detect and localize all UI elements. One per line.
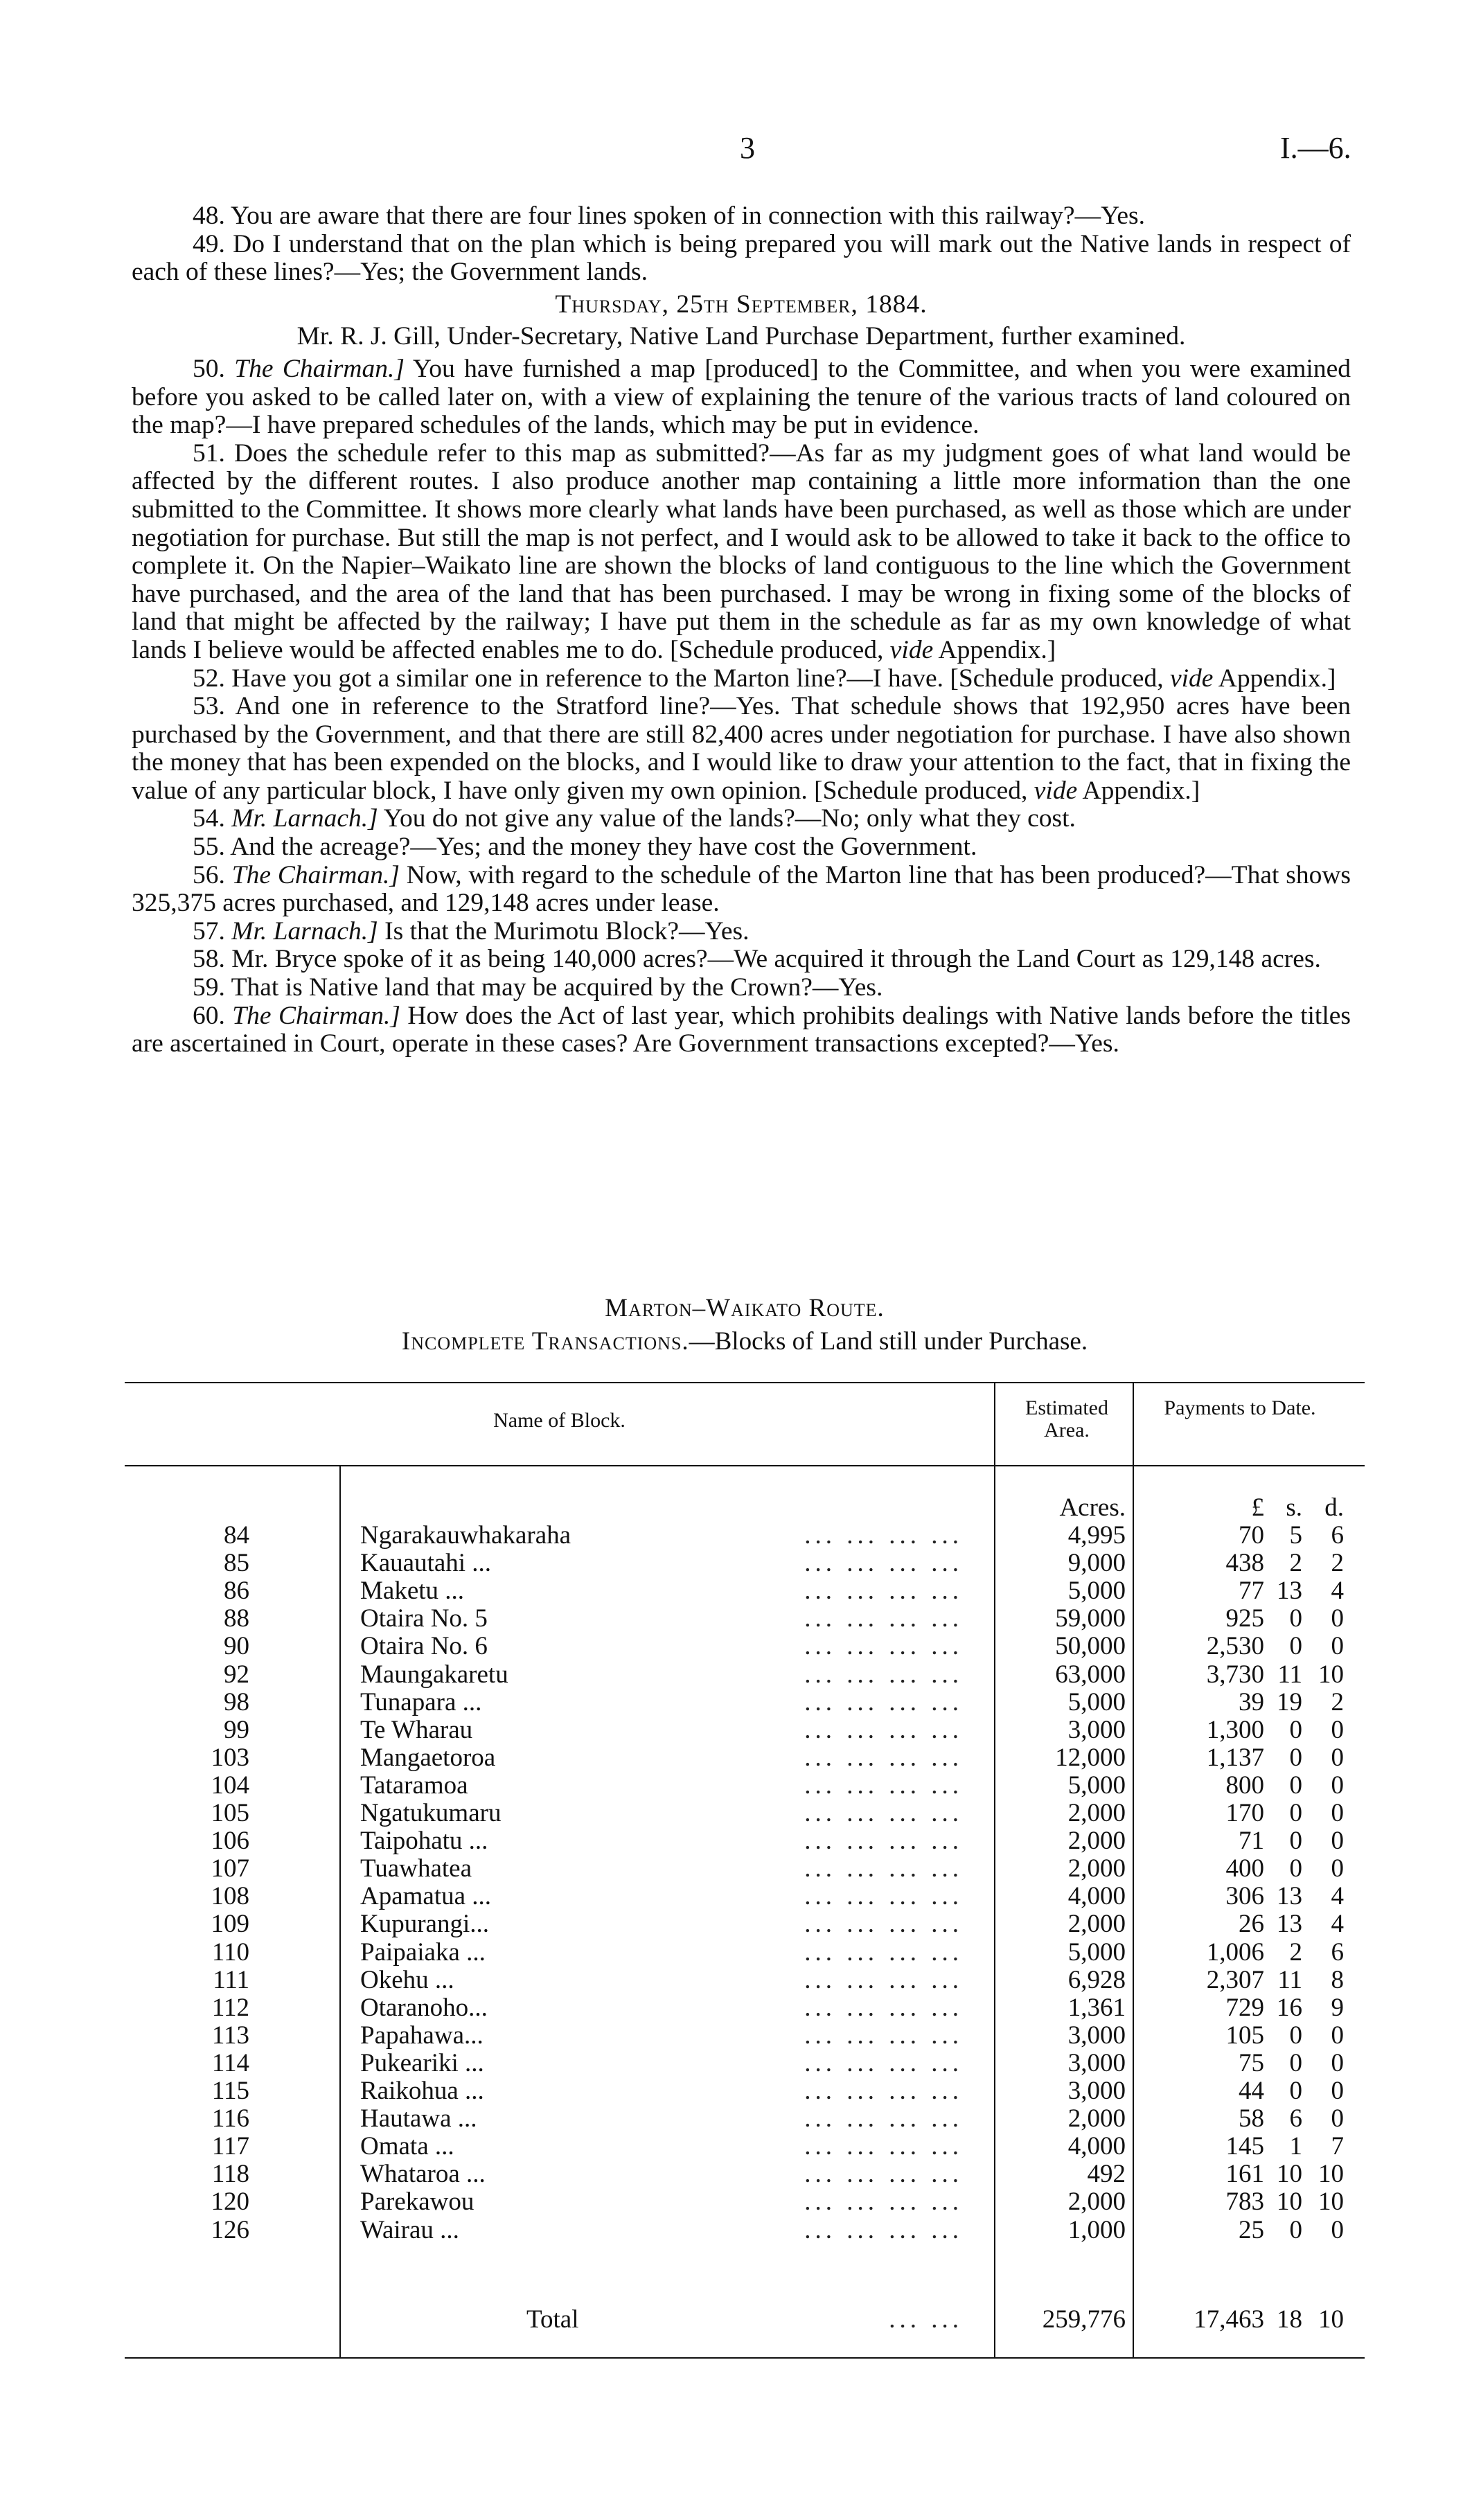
payment-pence: 8: [1331, 1965, 1344, 1994]
dot-leader: ... ... ... ...: [804, 1771, 963, 1800]
payment-pence: 4: [1331, 1910, 1344, 1939]
payment-pounds: 39: [1239, 1687, 1264, 1716]
header-payments: Payments to Date.: [1164, 1396, 1316, 1419]
payment-pence: 0: [1331, 1743, 1344, 1772]
dot-leader: ... ... ... ...: [804, 1549, 963, 1578]
speaker: The Chairman.]: [234, 354, 405, 383]
dot-leader: ... ... ... ...: [804, 1965, 963, 1994]
question-number: 59.: [193, 973, 225, 1002]
evidence-tail: Appendix.]: [1213, 664, 1336, 693]
dot-leader: ... ... ... ...: [804, 1604, 963, 1633]
estimated-area: 5,000: [1067, 1937, 1126, 1967]
table-row: [125, 1993, 1365, 2021]
payment-pence: 4: [1331, 1577, 1344, 1606]
evidence-italic: vide: [889, 635, 934, 664]
payment-pence: 7: [1331, 2132, 1344, 2161]
block-number: 84: [224, 1521, 249, 1550]
payment-shillings: 0: [1289, 1632, 1302, 1661]
table-row: [125, 1771, 1365, 1798]
payment-shillings: 0: [1289, 2215, 1302, 2244]
payment-shillings: 0: [1289, 1854, 1302, 1883]
table-row: [125, 1660, 1365, 1687]
dot-leader: ... ... ... ...: [804, 1937, 963, 1967]
block-number: 118: [211, 2160, 249, 2189]
unit-acres: Acres.: [1059, 1493, 1126, 1522]
block-name: Parekawou: [360, 2188, 475, 2217]
unit-pounds: £: [1251, 1493, 1264, 1522]
question-number: 54.: [193, 804, 225, 833]
block-name: Whataroa ...: [360, 2160, 486, 2189]
evidence-list: [132, 355, 1351, 1058]
block-name: Otaira No. 6: [360, 1632, 488, 1661]
question-number: 57.: [193, 916, 225, 946]
block-name: Apamatua ...: [360, 1882, 492, 1911]
payment-pounds: 1,006: [1206, 1937, 1264, 1967]
block-number: 92: [224, 1660, 249, 1689]
dot-leader: ... ... ... ...: [804, 1799, 963, 1827]
payment-shillings: 19: [1277, 1687, 1302, 1716]
payment-pence: 4: [1331, 1882, 1344, 1911]
payment-shillings: 0: [1289, 1743, 1302, 1772]
table-row: [125, 2215, 1365, 2243]
payment-pounds: 306: [1225, 1882, 1264, 1911]
block-number: 120: [211, 2188, 249, 2217]
block-number: 126: [211, 2215, 249, 2244]
body-text: [132, 202, 1351, 1058]
dot-leader: ... ... ... ...: [804, 2132, 963, 2161]
payment-pence: 0: [1331, 2077, 1344, 2105]
estimated-area: 3,000: [1067, 2048, 1126, 2077]
table-row: [125, 2131, 1365, 2159]
question-number: 55.: [193, 833, 225, 862]
unit-shillings: s.: [1286, 1493, 1302, 1522]
payment-pence: 10: [1318, 2160, 1344, 2189]
dot-leader: ... ... ... ...: [804, 2077, 963, 2105]
total-label: Total: [526, 2305, 579, 2334]
estimated-area: 2,000: [1067, 1854, 1126, 1883]
header-name-of-block: Name of Block.: [493, 1409, 626, 1432]
question-number: 60.: [193, 1001, 225, 1030]
block-number: 107: [211, 1854, 249, 1883]
payment-pounds: 400: [1225, 1854, 1264, 1883]
block-name: Pukeariki ...: [360, 2048, 484, 2077]
evidence-text: Have you got a similar one in reference to the Marton line?—I have. [Schedule produced,: [231, 664, 1170, 693]
evidence-text: And the acreage?—Yes; and the money they have cost the Government.: [230, 833, 977, 862]
estimated-area: 5,000: [1067, 1771, 1126, 1800]
payment-pounds: 71: [1239, 1827, 1264, 1856]
dot-leader: ... ... ... ...: [804, 1827, 963, 1856]
evidence-text: And one in reference to the Stratford line?—Yes. That schedule shows that 192,950 acres have been purchased by the Government, and that there are still 82,400 acres under negotiation for purchase. I have also shown the money that has been expended on the blocks, and I would like to draw your attention to the fact, that in fixing the value of any particular block, I have only given my own opinion. [Schedule produced,: [132, 692, 1351, 805]
evidence-paragraph: [132, 693, 1351, 805]
block-name: Wairau ...: [360, 2215, 459, 2244]
dot-leader: ... ... ... ...: [804, 1632, 963, 1661]
block-name: Paipaiaka ...: [360, 1937, 486, 1967]
question-number: 51.: [193, 438, 225, 468]
block-number: 109: [211, 1910, 249, 1939]
dot-leader: ... ... ... ...: [804, 2021, 963, 2050]
table-row: [125, 1798, 1365, 1826]
evidence-paragraph: [132, 1002, 1351, 1058]
block-number: 112: [211, 1993, 249, 2022]
date-heading: Thursday, 25th September, 1884.: [555, 290, 928, 319]
evidence-text: You have furnished a map [produced] to the Committee, and when you were examined before you asked to be called later on, with a view of explaining the tenure of the various tracts of land coloured on the map?—I have prepared schedules of the lands, which may be put in evidence.: [132, 354, 1351, 440]
block-number: 104: [211, 1771, 249, 1800]
block-name: Te Wharau: [360, 1715, 473, 1744]
block-number: 99: [224, 1715, 249, 1744]
block-name: Papahawa...: [360, 2021, 484, 2050]
payment-pounds: 925: [1225, 1604, 1264, 1633]
header-rule: [125, 1465, 1365, 1466]
payment-shillings: 5: [1289, 1521, 1302, 1550]
evidence-paragraph: [132, 805, 1351, 833]
payment-pounds: 3,730: [1206, 1660, 1264, 1689]
estimated-area: 6,928: [1067, 1965, 1126, 1994]
table-row: [125, 1826, 1365, 1854]
payment-pence: 10: [1318, 1660, 1344, 1689]
block-name: Mangaetoroa: [360, 1743, 496, 1772]
payment-pounds: 1,137: [1206, 1743, 1264, 1772]
payment-pounds: 783: [1225, 2188, 1264, 2217]
evidence-tail: Appendix.]: [933, 635, 1056, 664]
table-row: [125, 1604, 1365, 1631]
document-reference: I.—6.: [1280, 131, 1351, 165]
payment-pounds: 800: [1225, 1771, 1264, 1800]
payment-pounds: 70: [1239, 1521, 1264, 1550]
block-name: Maungakaretu: [360, 1660, 508, 1689]
block-number: 113: [211, 2021, 249, 2050]
block-name: Tuawhatea: [360, 1854, 472, 1883]
payment-pence: 0: [1331, 2048, 1344, 2077]
table-row: [125, 1576, 1365, 1604]
payment-shillings: 13: [1277, 1882, 1302, 1911]
table-row: [125, 1854, 1365, 1881]
payment-shillings: 16: [1277, 1993, 1302, 2022]
payment-pounds: 1,300: [1206, 1715, 1264, 1744]
total-pence: 10: [1318, 2305, 1344, 2334]
payment-pounds: 44: [1239, 2077, 1264, 2105]
table-row: [125, 1631, 1365, 1659]
payment-shillings: 10: [1277, 2188, 1302, 2217]
payment-pounds: 77: [1239, 1577, 1264, 1606]
evidence-paragraph: [132, 974, 1351, 1002]
estimated-area: 9,000: [1067, 1549, 1126, 1578]
payment-shillings: 0: [1289, 2077, 1302, 2105]
block-name: Kupurangi...: [360, 1910, 489, 1939]
total-area: 259,776: [1042, 2305, 1126, 2334]
evidence-tail: Appendix.]: [1077, 776, 1200, 805]
table-row: [125, 1548, 1365, 1576]
payment-pence: 6: [1331, 1937, 1344, 1967]
estimated-area: 1,361: [1067, 1993, 1126, 2022]
dot-leader: ... ... ... ...: [804, 1521, 963, 1550]
table-row: [125, 1715, 1365, 1743]
witness-line: Mr. R. J. Gill, Under-Secretary, Native Land Purchase Department, further examined.: [296, 322, 1186, 351]
block-name: Raikohua ...: [360, 2077, 484, 2105]
payment-pounds: 438: [1225, 1549, 1264, 1578]
payment-pence: 0: [1331, 1771, 1344, 1800]
question-number: 53.: [193, 692, 225, 721]
table-row: [125, 2187, 1365, 2215]
evidence-italic: vide: [1034, 776, 1078, 805]
question-number: 50.: [193, 354, 225, 383]
table-row: [125, 1520, 1365, 1548]
total-shillings: 18: [1277, 2305, 1302, 2334]
payment-pence: 0: [1331, 1632, 1344, 1661]
speaker: The Chairman.]: [231, 860, 400, 889]
payment-shillings: 13: [1277, 1577, 1302, 1606]
evidence-text: Is that the Murimotu Block?—Yes.: [378, 916, 750, 946]
payment-shillings: 2: [1289, 1937, 1302, 1967]
payment-shillings: 0: [1289, 1799, 1302, 1827]
block-name: Okehu ...: [360, 1965, 454, 1994]
table-row: [125, 1937, 1365, 1965]
payment-pounds: 58: [1239, 2104, 1264, 2133]
block-number: 105: [211, 1799, 249, 1827]
estimated-area: 492: [1087, 2160, 1126, 2189]
payment-shillings: 11: [1277, 1660, 1302, 1689]
estimated-area: 4,995: [1067, 1521, 1126, 1550]
estimated-area: 3,000: [1067, 1715, 1126, 1744]
page-number: 3: [740, 131, 755, 165]
payment-pence: 0: [1331, 1715, 1344, 1744]
paragraph-49: 49. Do I understand that on the plan which is being prepared you will mark out the Native lands in respect of each of these lines?—Yes; the Government lands.: [132, 229, 1351, 287]
dot-leader: ... ... ... ...: [804, 1993, 963, 2022]
dot-leader: ... ... ... ...: [804, 1743, 963, 1772]
payment-pounds: 75: [1239, 2048, 1264, 2077]
estimated-area: 12,000: [1055, 1743, 1126, 1772]
total-pounds: 17,463: [1194, 2305, 1264, 2334]
estimated-area: 1,000: [1067, 2215, 1126, 2244]
block-name: Hautawa ...: [360, 2104, 477, 2133]
block-name: Otaranoho...: [360, 1993, 488, 2022]
dot-leader: ... ... ... ...: [804, 1910, 963, 1939]
evidence-text: Mr. Bryce spoke of it as being 140,000 acres?—We acquired it through the Land Court as 129,148 acres.: [231, 945, 1321, 974]
block-number: 103: [211, 1743, 249, 1772]
payment-shillings: 0: [1289, 2048, 1302, 2077]
table-row: [125, 2159, 1365, 2187]
payment-pounds: 170: [1225, 1799, 1264, 1827]
block-number: 116: [211, 2104, 249, 2133]
estimated-area: 59,000: [1055, 1604, 1126, 1633]
payment-shillings: 13: [1277, 1910, 1302, 1939]
payment-pence: 0: [1331, 2021, 1344, 2050]
estimated-area: 4,000: [1067, 2132, 1126, 2161]
payment-shillings: 0: [1289, 1604, 1302, 1633]
paragraph-48: 48. You are aware that there are four lines spoken of in connection with this railway?—Yes.: [193, 202, 1146, 230]
evidence-paragraph: [132, 862, 1351, 918]
dot-leader: ... ... ... ...: [804, 2048, 963, 2077]
evidence-paragraph: [132, 833, 1351, 862]
block-name: Otaira No. 5: [360, 1604, 488, 1633]
block-name: Maketu ...: [360, 1577, 465, 1606]
table-row: [125, 1743, 1365, 1771]
payment-shillings: 1: [1289, 2132, 1302, 2161]
unit-pence: d.: [1324, 1493, 1344, 1522]
table-row: [125, 2021, 1365, 2048]
block-name: Omata ...: [360, 2132, 454, 2161]
dot-leader: ... ... ... ...: [804, 1577, 963, 1606]
dot-leader: ... ... ... ...: [804, 1854, 963, 1883]
table-row: [125, 1881, 1365, 1909]
speaker: Mr. Larnach.]: [231, 916, 378, 946]
block-number: 106: [211, 1827, 249, 1856]
table-row: [125, 1965, 1365, 1993]
payment-pence: 0: [1331, 1827, 1344, 1856]
dot-leader: ... ... ... ...: [804, 2104, 963, 2133]
table-row: [125, 1687, 1365, 1715]
speaker: Mr. Larnach.]: [231, 804, 378, 833]
total-row: [125, 2305, 1365, 2332]
payment-pounds: 161: [1225, 2160, 1264, 2189]
block-name: Taipohatu ...: [360, 1827, 488, 1856]
payment-pence: 9: [1331, 1993, 1344, 2022]
evidence-paragraph: [132, 665, 1351, 693]
payment-pence: 0: [1331, 1799, 1344, 1827]
payment-shillings: 0: [1289, 1715, 1302, 1744]
estimated-area: 2,000: [1067, 2188, 1126, 2217]
block-name: Ngatukumaru: [360, 1799, 502, 1827]
dot-leader: ... ... ... ...: [804, 1715, 963, 1744]
evidence-text: Now, with regard to the schedule of the Marton line that has been produced?—That shows 325,375 acres purchased, and 129,148 acres under lease.: [132, 860, 1351, 918]
payment-pence: 0: [1331, 1604, 1344, 1633]
table-subtitle: Incomplete Transactions.—Blocks of Land still under Purchase.: [401, 1327, 1088, 1356]
dot-leader: ... ... ... ...: [804, 1660, 963, 1689]
payment-pounds: 105: [1225, 2021, 1264, 2050]
evidence-text: You do not give any value of the lands?—No; only what they cost.: [378, 804, 1076, 833]
estimated-area: 2,000: [1067, 1799, 1126, 1827]
question-number: 52.: [193, 664, 225, 693]
evidence-paragraph: [132, 946, 1351, 974]
payment-pence: 10: [1318, 2188, 1344, 2217]
question-number: 58.: [193, 945, 225, 974]
payment-shillings: 0: [1289, 1827, 1302, 1856]
estimated-area: 3,000: [1067, 2077, 1126, 2105]
evidence-text: How does the Act of last year, which prohibits dealings with Native lands before the titles are ascertained in Court, operate in these cases? Are Government transactions excepted?—Yes.: [132, 1001, 1351, 1058]
evidence-italic: vide: [1169, 664, 1214, 693]
total-leader: ... ...: [889, 2305, 963, 2334]
payment-shillings: 2: [1289, 1549, 1302, 1578]
dot-leader: ... ... ... ...: [804, 1687, 963, 1716]
table-top-rule: [125, 1382, 1365, 1383]
payment-pounds: 2,530: [1206, 1632, 1264, 1661]
table-row: [125, 2104, 1365, 2131]
estimated-area: 2,000: [1067, 1910, 1126, 1939]
question-number: 56.: [193, 860, 225, 889]
block-number: 85: [224, 1549, 249, 1578]
block-name: Ngarakauwhakaraha: [360, 1521, 571, 1550]
block-name: Kauautahi ...: [360, 1549, 492, 1578]
payment-shillings: 6: [1289, 2104, 1302, 2133]
payment-pounds: 145: [1225, 2132, 1264, 2161]
block-number: 88: [224, 1604, 249, 1633]
payment-shillings: 11: [1277, 1965, 1302, 1994]
block-number: 110: [211, 1937, 249, 1967]
block-number: 98: [224, 1687, 249, 1716]
block-number: 90: [224, 1632, 249, 1661]
payment-pounds: 729: [1225, 1993, 1264, 2022]
estimated-area: 4,000: [1067, 1882, 1126, 1911]
payment-pence: 0: [1331, 2104, 1344, 2133]
payment-pence: 0: [1331, 2215, 1344, 2244]
evidence-paragraph: [132, 440, 1351, 665]
dot-leader: ... ... ... ...: [804, 2215, 963, 2244]
table-bottom-rule: [125, 2357, 1365, 2359]
payment-pence: 2: [1331, 1549, 1344, 1578]
estimated-area: 63,000: [1055, 1660, 1126, 1689]
dot-leader: ... ... ... ...: [804, 2188, 963, 2217]
estimated-area: 5,000: [1067, 1577, 1126, 1606]
estimated-area: 5,000: [1067, 1687, 1126, 1716]
payment-pounds: 2,307: [1206, 1965, 1264, 1994]
block-number: 117: [211, 2132, 249, 2161]
payment-shillings: 10: [1277, 2160, 1302, 2189]
table-title: Marton–Waikato Route.: [605, 1294, 885, 1322]
block-name: Tunapara ...: [360, 1687, 482, 1716]
payment-pence: 6: [1331, 1521, 1344, 1550]
table-row: [125, 1909, 1365, 1937]
table-row: [125, 2048, 1365, 2076]
payment-pence: 0: [1331, 1854, 1344, 1883]
block-number: 108: [211, 1882, 249, 1911]
dot-leader: ... ... ... ...: [804, 2160, 963, 2189]
evidence-text: Does the schedule refer to this map as submitted?—As far as my judgment goes of what land would be affected by the different routes. I also produce another map containing a little more information than the one submitted to the Committee. It shows more clearly what lands have been purchased, as well as those which are under negotiation for purchase. But still the map is not perfect, and I would ask to be allowed to take it back to the office to complete it. On the Napier–Waikato line are shown the blocks of land contiguous to the line which the Government have purchased, and the area of the land that has been purchased. I may be wrong in fixing some of the blocks of land that might be affected by the railway; I have put them in the schedule as far as my own knowledge of what lands I believe would be affected enables me to do. [Schedule produced,: [132, 438, 1351, 664]
speaker: The Chairman.]: [232, 1001, 401, 1030]
payment-pounds: 26: [1239, 1910, 1264, 1939]
units-row: [125, 1493, 1365, 1520]
estimated-area: 50,000: [1055, 1632, 1126, 1661]
blocks-table: [125, 1294, 1365, 2359]
table-row: [125, 2076, 1365, 2104]
block-name: Tataramoa: [360, 1771, 468, 1800]
block-number: 114: [211, 2048, 249, 2077]
estimated-area: 3,000: [1067, 2021, 1126, 2050]
header-estimated-area: Estimated Area.: [1025, 1396, 1108, 1441]
evidence-paragraph: [132, 355, 1351, 440]
evidence-text: That is Native land that may be acquired by the Crown?—Yes.: [231, 973, 883, 1002]
block-number: 111: [213, 1965, 249, 1994]
evidence-paragraph: [132, 918, 1351, 946]
payment-shillings: 0: [1289, 1771, 1302, 1800]
payment-pence: 2: [1331, 1687, 1344, 1716]
payment-pounds: 25: [1239, 2215, 1264, 2244]
block-number: 86: [224, 1577, 249, 1606]
dot-leader: ... ... ... ...: [804, 1882, 963, 1911]
estimated-area: 2,000: [1067, 2104, 1126, 2133]
estimated-area: 2,000: [1067, 1827, 1126, 1856]
payment-shillings: 0: [1289, 2021, 1302, 2050]
block-number: 115: [211, 2077, 249, 2105]
